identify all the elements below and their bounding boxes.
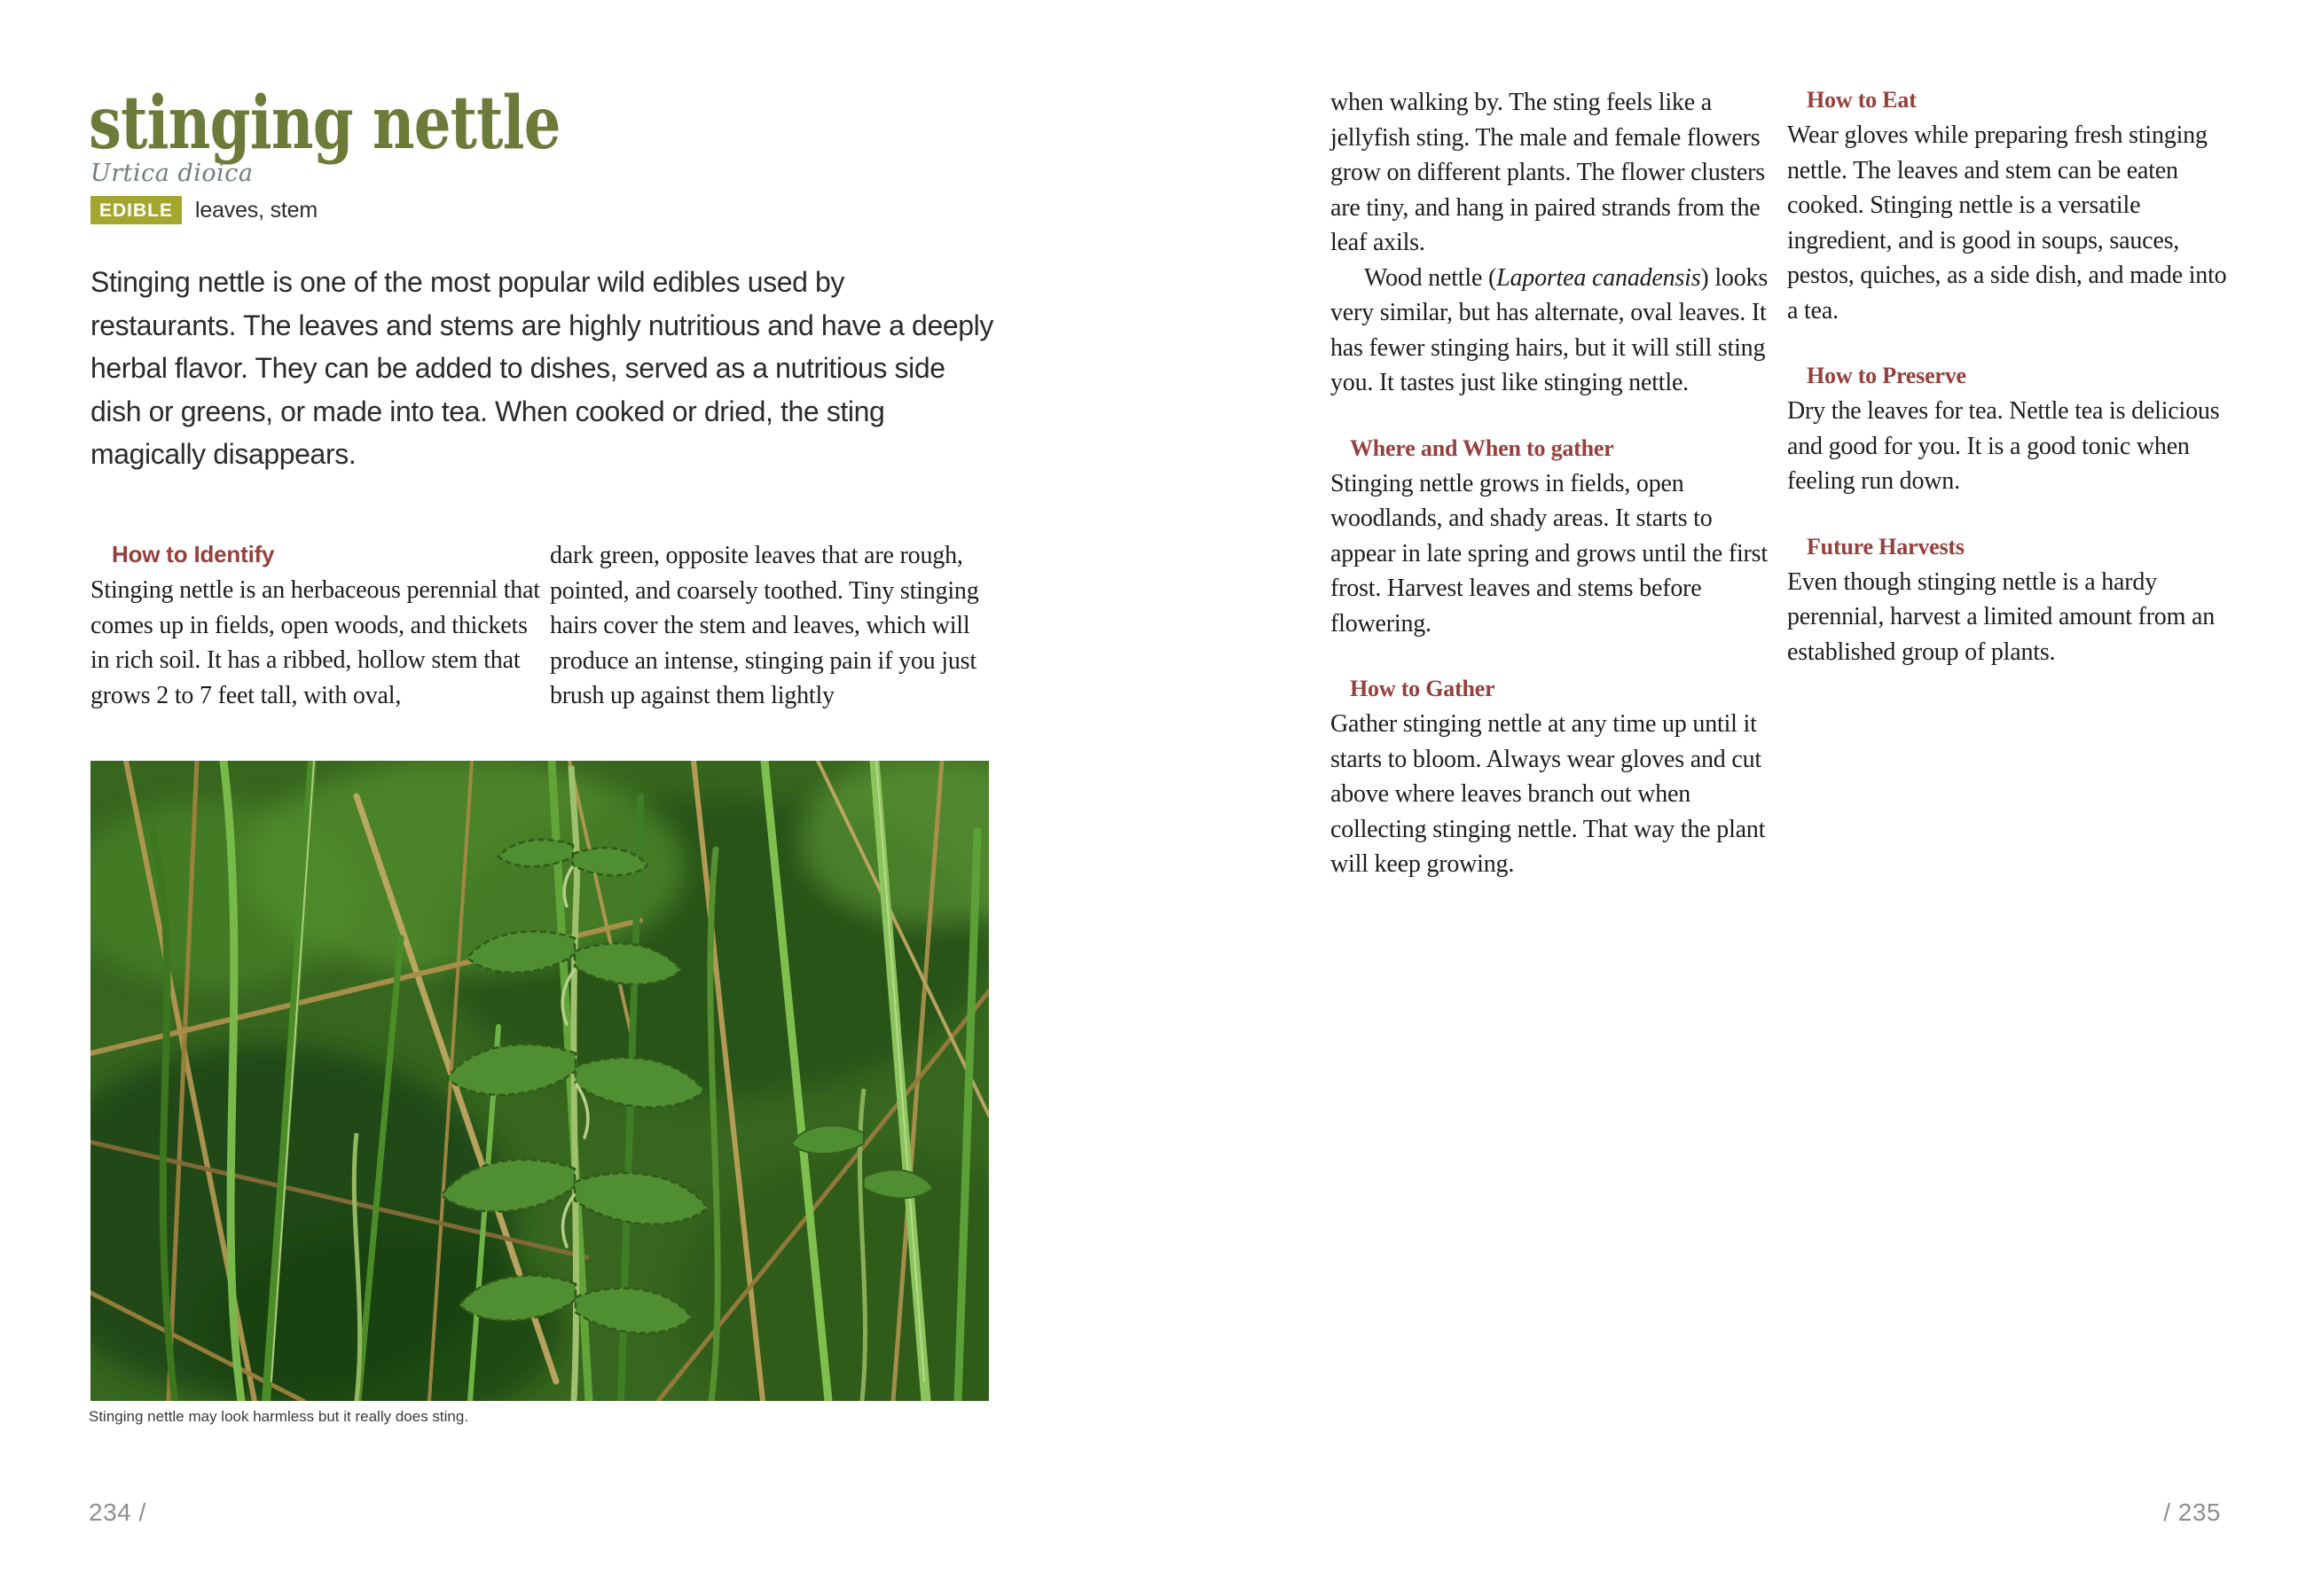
section-body-how-to-gather: Gather stinging nettle at any time up until it starts to bloom. Always wear gloves and cut above where leaves branch out when collecting stinging nettle. That way the plant will keep growing. [1330,710,1766,878]
section-heading-how-to-eat: How to Eat [1807,87,1917,113]
page-number-right: / 235 [2163,1498,2221,1526]
edible-parts: leaves, stem [195,197,318,223]
wood-nettle-latin: Laportea canadensis [1496,263,1701,292]
section-how-to-gather [1330,674,1774,882]
wood-nettle-paragraph: Wood nettle (Laportea canadensis) looks very similar, but has alternate, oval leaves. It has fewer stinging hairs, but it will still sting you. It tastes just like stinging nettle. [1330,263,1769,396]
section-how-to-preserve [1787,361,2235,499]
section-heading-future-harvests: Future Harvests [1807,533,1965,559]
right-column-2 [1787,85,2235,669]
identify-column-1: Stinging nettle is an herbaceous perennial that comes up in fields, open woods, and thickets in rich soil. It has a ribbed, hollow stem that grows 2 to 7 feet tall, with oval, [90,576,540,709]
section-heading-how-to-gather: How to Gather [1350,676,1495,701]
section-future-harvests [1787,532,2235,670]
identify-column-2: dark green, opposite leaves that are rough, pointed, and coarsely toothed. Tiny stinging hairs cover the stem and leaves, which will produce an intense, stinging pain if you just brush up against them lightly [550,542,979,709]
section-heading-where-and-when-to-gather: Where and When to gather [1350,434,1614,461]
section-body-how-to-preserve: Dry the leaves for tea. Nettle tea is delicious and good for you. It is a good tonic when feeling run down. [1787,397,2220,495]
edible-badge: EDIBLE [90,196,182,224]
section-heading-how-to-identify: How to Identify [112,541,275,567]
latin-name: Urtica dioica [90,160,254,187]
section-body-how-to-eat: Wear gloves while preparing fresh stinging nettle. The leaves and stem can be eaten cooked. Stinging nettle is a versatile ingredient, and is good in soups, sauces, pestos, quiches, as a side dish, and made into a tea. [1787,121,2227,325]
section-where-and-when-to-gather [1330,434,1774,642]
entry-title: stinging nettle [89,81,561,166]
photo-caption: Stinging nettle may look harmless but it really does sting. [89,1408,469,1425]
page-number-left: 234 / [89,1498,146,1526]
section-body-where-and-when-to-gather: Stinging nettle grows in fields, open woodlands, and shady areas. It starts to appear in late spring and grows until the first frost. Harvest leaves and stems before flowering. [1330,469,1768,638]
continuation-paragraph: when walking by. The sting feels like a jellyfish sting. The male and female flowers grow on different plants. The flower clusters are tiny, and hang in paired strands from the leaf axils. [1330,89,1765,256]
section-how-to-eat [1787,85,2235,328]
right-column-1 [1330,85,1774,882]
intro-paragraph: Stinging nettle is one of the most popular wild edibles used by restaurants. The leaves and stems are highly nutritious and have a deeply herbal flavor. They can be added to dishes, served as a nutritious side dish or greens, or made into tea. When cooked or dried, the sting magically disappears. [90,266,993,470]
section-body-future-harvests: Even though stinging nettle is a hardy perennial, harvest a limited amount from an established group of plants. [1787,567,2216,666]
section-heading-how-to-preserve: How to Preserve [1807,363,1966,388]
